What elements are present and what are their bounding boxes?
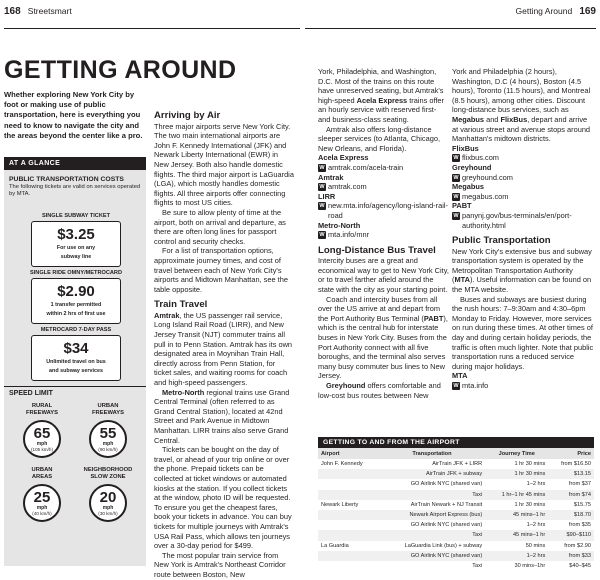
col-header-journey-time: Journey Time (485, 448, 548, 459)
table-row: Newark Airport Express (bus) 45 mins–1 hr $18.70 (318, 510, 594, 520)
ticket-box (31, 278, 121, 324)
table-row: Newark Liberty AirTrain Newark + NJ Transit 1 hr 30 mins $15.75 (321, 501, 591, 508)
web-icon: W (453, 383, 459, 389)
costs-subtitle: The following tickets are valid on services operated by MTA. (9, 184, 141, 197)
ticket-box (31, 221, 121, 267)
speed-unit: mph (36, 505, 48, 511)
ticket-single-subway (29, 213, 123, 269)
speed-divider (4, 386, 146, 387)
web-icon: W (319, 203, 325, 210)
web-icon: W (453, 174, 459, 181)
header-rule-left (4, 28, 300, 29)
paragraph: Three major airports serve New York City. The two main international airports are John F. Kennedy International (JFK) and Newark Liberty International (EWR) in New Jersey. Both also handle domestic flights. The third major airport is LaGuardia (LGA), which mostly handles domestic flights. All three airports offer connecting flights to most US cities. (154, 121, 294, 208)
col-header-transportation: Transportation (379, 448, 485, 459)
table-row: GO Airlink NYC (shared van) 1–2 hrs from $37 (410, 481, 591, 488)
ticket-price: $34 (63, 340, 89, 357)
table-row: GO Airlink NYC (shared van) 1–2 hrs from $33 (318, 551, 594, 561)
airport-table-heading: GETTING TO AND FROM THE AIRPORT (318, 437, 594, 448)
speed-value: 65 (33, 425, 51, 442)
paragraph: Amtrak, the US passenger rail service, Long Island Rail Road (LIRR), and New Jersey Transit (NJT) commuter trains all pull in to Penn Station. Amtrak has its own designated area in Moynihan Train Hall, directly across from Penn Station, for ticket sales, and waiting rooms for coach and high-speed passengers. (154, 310, 293, 388)
page-title: GETTING AROUND (4, 56, 237, 84)
service-name: Acela Express (318, 153, 369, 163)
speed-limit-title: SPEED LIMIT (9, 390, 53, 397)
heading-long-distance-bus: Long-Distance Bus Travel (318, 244, 436, 256)
service-link[interactable]: W amtrak.com/acela-train (319, 162, 404, 172)
paragraph: Coach and intercity buses from all over the US arrive at and depart from the Port Authority Bus Terminal (PABT), which is the central hub for interstate buses in New York City. Buses from the Port Authority connect with all five boroughs, and the terminal also serves many busy commuter bus lines to New Jersey. (318, 294, 448, 381)
speed-label: RURAL FREEWAYS (26, 403, 58, 416)
page-number-left: 168 (4, 6, 21, 17)
speed-value: 55 (99, 425, 117, 442)
service-name: LIRR (318, 191, 336, 201)
page-number-right: 169 (579, 6, 596, 17)
service-name: Greyhound (452, 162, 492, 172)
table-row: La Guardia LaGuardia Link (bus) + subway 50 mins from $2.90 (321, 542, 591, 549)
ticket-price: $3.25 (57, 226, 95, 243)
col-header-price: Price (548, 448, 594, 459)
service-link[interactable]: W amtrak.com (319, 182, 367, 192)
running-head-right: Getting Around (515, 6, 573, 16)
folio-left (4, 6, 72, 17)
ticket-desc-line: subway line (60, 253, 92, 260)
paragraph: York and Philadelphia (2 hours), Washington, D.C (4 hours), Boston (4.5 hours), Toronto (11.5 hours), and Montreal (8.5 hours), among other cities. Discount long-distance bus services, such as Megabus and FlixBus, depart and arrive at various street and avenue stops around Manhattan's midtown districts. (452, 67, 591, 144)
service-link[interactable]: W new.mta.info/agency/long-island-rail-road (319, 201, 448, 220)
ticket-label: SINGLE SUBWAY TICKET (41, 213, 111, 219)
web-icon: W (319, 184, 325, 191)
costs-title: PUBLIC TRANSPORTATION COSTS (9, 176, 124, 183)
ticket-box (31, 335, 121, 381)
paragraph: Intercity buses are a great and economical way to get to New York City, or to travel farther afield around the state with the city as your starting point. (318, 256, 449, 295)
ticket-price: $2.90 (57, 283, 95, 300)
ticket-desc-line: within 2 hrs of first use (46, 310, 106, 317)
speed-sign (89, 484, 127, 522)
speed-unit: mph (102, 505, 114, 511)
table-row: Taxi 45 mins–1 hr $90–$110 (318, 530, 594, 540)
web-icon: W (453, 193, 459, 200)
web-icon: W (319, 232, 325, 239)
web-icon: W (453, 212, 459, 219)
speed-label: URBAN FREEWAYS (92, 403, 124, 416)
speed-sign (89, 420, 127, 458)
ticket-desc-line: For use on any (56, 245, 96, 251)
table-row: AirTrain JFK + subway 1 hr 30 mins $13.15 (318, 469, 594, 479)
paragraph: Metro-North regional trains use Grand Central Terminal (often referred to as Grand Central Station), located at 42nd Street and Park Avenue in Midtown Manhattan. LIRR trains also serve Grand Central. (154, 387, 290, 445)
running-head-left: Streetsmart (27, 6, 72, 16)
ticket-desc-line: 1 transfer permitted (50, 302, 102, 308)
intro-text: Whether exploring New York City by foot or making use of public transportation, here is everything you need to know to navigate the city and the areas beyond the center like a pro. (4, 90, 143, 140)
column-air-train (154, 111, 294, 580)
table-row: GO Airlink NYC (shared van) 1–2 hrs from $35 (410, 522, 591, 529)
heading-arriving-by-air: Arriving by Air (154, 110, 221, 121)
table-row: John F. Kennedy AirTrain JFK + LIRR 1 hr 30 mins from $16.50 (321, 461, 591, 468)
service-link[interactable]: W mta.info (453, 381, 489, 390)
speed-sign (23, 420, 61, 458)
paragraph: Greyhound offers comfortable and low-cost bus routes between New (318, 381, 441, 400)
paragraph: Buses and subways are busiest during the rush hours: 7–9:30am and 4:30–6pm Monday to Friday. However, more services on run during these times. At other times of day and during certain holiday periods, the traffic is often much lighter. Note that public transportation runs a reduced service during major holidays. (452, 294, 594, 371)
paragraph: York, Philadelphia, and Washington, D.C. Most of the trains on this route have unreserved seating, but Amtrak's high-speed Acela Express trains offer an hourly service with reserved first- and business-class seating. (318, 67, 445, 124)
paragraph: For a list of transportation options, approximate journey times, and cost of travel between each of New York City's airports and Midtown Manhattan, see the table opposite. (154, 246, 288, 294)
paragraph: Tickets can be bought on the day of travel, or ahead of your trip online or over the phone. Prepaid tickets can be collected at ticket windows or automated kiosks at the station. If you collect tickets at the window, photo ID will be requested. To ensure you get the cheapest fares, book your tickets in advance. You can buy tickets for multiple journeys with Amtrak's USA Rail Pass, which allows ten journeys over a 30-day period for $499. (154, 445, 292, 551)
speed-value: 25 (33, 489, 51, 506)
service-name: Metro-North (318, 220, 361, 230)
speed-unit: mph (102, 441, 114, 447)
ticket-omny-metrocard (29, 270, 123, 326)
speed-kmh: (30 km/h) (98, 511, 118, 516)
speed-urban-freeways (78, 403, 138, 458)
paragraph: Amtrak also offers long-distance sleeper services (to Atlanta, Chicago, New Orleans, and Florida). (318, 124, 441, 153)
service-link[interactable]: W mta.info/mnr (319, 230, 370, 240)
speed-unit: mph (36, 441, 48, 447)
ticket-desc-line: Unlimited travel on bus (46, 359, 106, 365)
paragraph: New York City's extensive bus and subway transportation system is operated by the Metropolitan Transportation Authority (MTA). Useful information can be found on the MTA website. (452, 246, 592, 295)
ticket-label: METROCARD 7-DAY PASS (40, 327, 112, 333)
web-icon: W (319, 164, 325, 171)
speed-kmh: (105 km/h) (31, 447, 53, 452)
column-bus-public-transport (452, 67, 594, 391)
service-link[interactable]: W megabus.com (453, 191, 509, 201)
speed-rural-freeways (12, 403, 72, 458)
web-icon: W (453, 155, 459, 162)
ticket-label: SINGLE RIDE OMNY/METROCARD (30, 270, 122, 276)
header-rule-right (305, 28, 596, 29)
speed-kmh: (90 km/h) (98, 447, 118, 452)
heading-public-transportation: Public Transportation (452, 235, 551, 247)
service-name: MTA (452, 371, 468, 381)
table-row: Taxi 30 mins–1hr $40–$45 (472, 562, 591, 569)
column-rail-bus (318, 67, 450, 400)
service-name: Megabus (452, 182, 485, 192)
speed-sign (23, 484, 61, 522)
speed-neighborhood-slow-zone (78, 467, 138, 522)
sidebar-heading: AT A GLANCE (4, 157, 146, 170)
ticket-desc-line: and subway services (49, 367, 103, 374)
service-link[interactable]: W flixbus.com (453, 153, 499, 163)
speed-label: URBAN AREAS (31, 467, 53, 480)
service-link[interactable]: W greyhound.com (453, 172, 513, 182)
at-a-glance-sidebar (4, 157, 146, 566)
airport-table (318, 437, 594, 571)
table-header-row (318, 448, 594, 459)
folio-right (516, 6, 597, 17)
airport-table-grid (318, 448, 594, 571)
speed-value: 20 (99, 489, 117, 506)
heading-train-travel: Train Travel (154, 299, 208, 311)
ticket-7-day-pass (29, 327, 123, 383)
table-row: Taxi 1 hr–1 hr 45 mins from $74 (318, 490, 594, 500)
col-header-airport: Airport (318, 448, 379, 459)
service-name: Amtrak (318, 172, 344, 182)
service-link[interactable]: W panynj.gov/bus-terminals/en/port-authority.html (453, 210, 572, 230)
paragraph: Be sure to allow plenty of time at the airport, both on arrival and departure, as there are often long lines for passport control and security checks. (154, 207, 286, 246)
speed-urban-areas (12, 467, 72, 522)
speed-kmh: (40 km/h) (32, 511, 52, 516)
service-name: PABT (452, 201, 472, 211)
paragraph: The most popular train service from New York is Amtrak's Northeast Corridor route between Boston, New (154, 550, 286, 579)
service-name: FlixBus (452, 143, 479, 153)
speed-label: NEIGHBORHOOD SLOW ZONE (83, 467, 133, 480)
